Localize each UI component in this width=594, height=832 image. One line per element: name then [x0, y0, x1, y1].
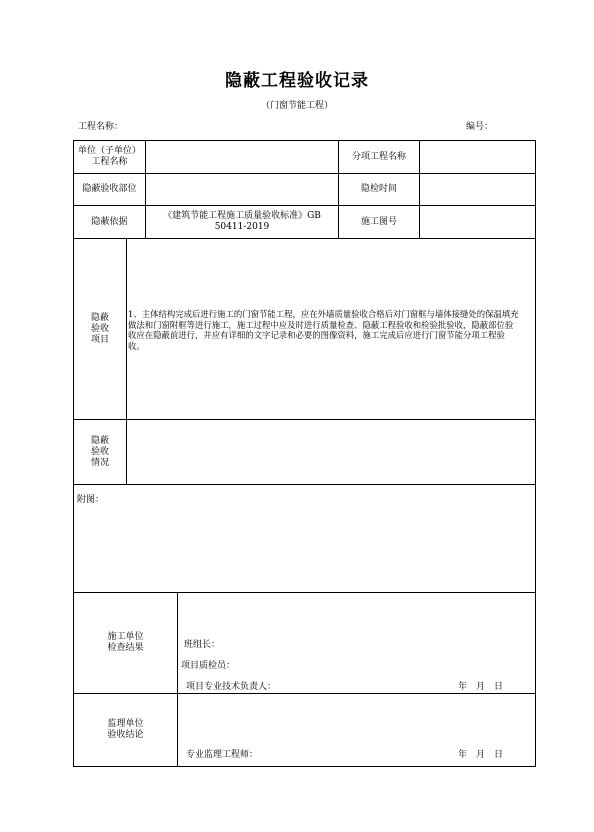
- page-subtitle: （门窗节能工程）: [260, 101, 333, 111]
- construction-date: 年 月 日: [458, 682, 504, 692]
- inspection-part-label: 隐蔽验收部位: [82, 184, 137, 194]
- number-label: 编号：: [466, 122, 494, 132]
- tech-leader-label: 项目专业技术负责人：: [186, 682, 277, 692]
- subproject-name-value[interactable]: [420, 141, 535, 173]
- drawing-no-value[interactable]: [420, 206, 535, 238]
- situation-label: 隐蔽 验收 情况: [90, 435, 109, 468]
- inspection-time-value[interactable]: [420, 174, 535, 205]
- items-text: 1、主体结构完成后进行施工的门窗节能工程，应在外墙质量验收合格后对门窗框与墙体接缝处的保温填充做法和门窗附框等进行施工，施工过程中应及时进行质量检查、隐蔽工程验收和检验批验收，隐蔽部位验收应在隐蔽前进行，并应有详细的文字记录和必要的图像资料，施工完成后应进行门窗节能分项工程验收。: [128, 309, 519, 351]
- supervision-date: 年 月 日: [458, 750, 504, 760]
- attachment-label: 附图：: [77, 495, 105, 505]
- subproject-name-label: 分项工程名称: [351, 151, 406, 162]
- supervision-engineer-label: 专业监理工程师：: [186, 750, 259, 760]
- inspection-part-value[interactable]: [146, 174, 338, 205]
- situation-value[interactable]: [127, 420, 535, 484]
- unit-name-value[interactable]: [146, 141, 338, 173]
- page-title: 隐蔽工程验收记录: [225, 71, 369, 91]
- quality-inspector-label: 项目质检员：: [181, 661, 236, 671]
- basis-label: 隐蔽依据: [91, 216, 128, 227]
- items-label: 隐蔽 验收 项目: [90, 312, 109, 345]
- items-label-cell: [74, 239, 126, 419]
- team-leader-label: 班组长：: [184, 640, 221, 650]
- drawing-no-label: 施工图号: [360, 216, 397, 227]
- inspection-time-label: 隐检时间: [360, 184, 397, 194]
- construction-unit-label: 施工单位 检查结果: [107, 632, 144, 653]
- project-name-label: 工程名称：: [78, 122, 124, 132]
- situation-label-cell: [74, 420, 126, 484]
- supervision-unit-label: 监理单位 验收结论: [107, 719, 144, 740]
- unit-name-label: 单位（子单位） 工程名称: [77, 146, 141, 167]
- basis-value: 《建筑节能工程施工质量验收标准》GB 50411-2019: [163, 211, 321, 232]
